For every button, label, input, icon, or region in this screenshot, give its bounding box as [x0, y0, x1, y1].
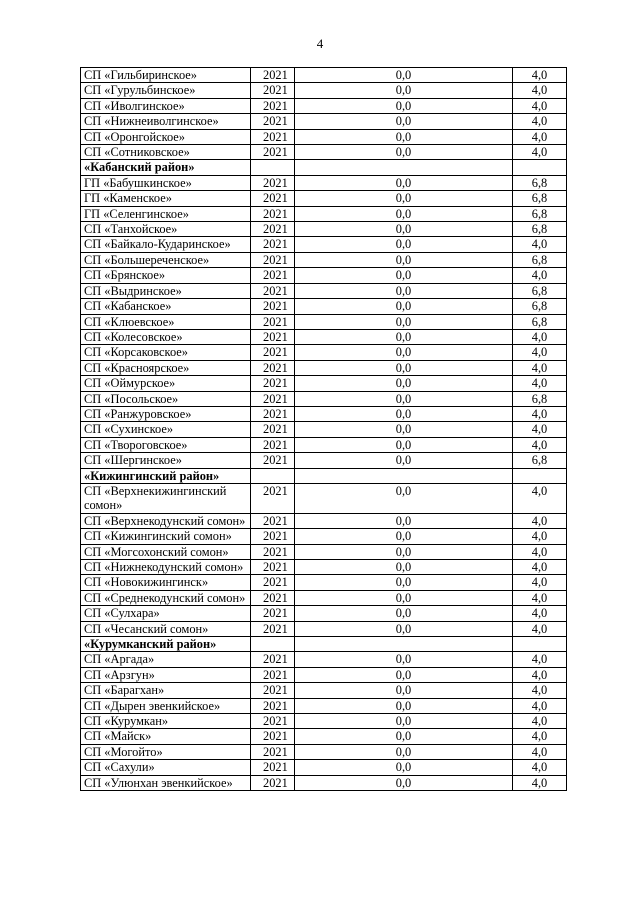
- district-header-row: [81, 637, 567, 652]
- value-1-cell: 0,0: [295, 83, 513, 98]
- value-2-cell: 4,0: [513, 68, 567, 83]
- year-cell: 2021: [251, 98, 295, 113]
- value-1-cell: 0,0: [295, 590, 513, 605]
- settlement-name-cell: ГП «Каменское»: [81, 191, 251, 206]
- value-1-cell: 0,0: [295, 175, 513, 190]
- value-1-cell: 0,0: [295, 606, 513, 621]
- value-2-cell: 6,8: [513, 206, 567, 221]
- value-1-cell: 0,0: [295, 360, 513, 375]
- table-row: [81, 698, 567, 713]
- year-cell: 2021: [251, 145, 295, 160]
- table-row: [81, 667, 567, 682]
- year-cell: 2021: [251, 114, 295, 129]
- value-2-cell: 4,0: [513, 529, 567, 544]
- settlement-name-cell: СП «Танхойское»: [81, 222, 251, 237]
- table-row: [81, 406, 567, 421]
- data-table: [80, 67, 567, 791]
- table-row: [81, 775, 567, 790]
- table-row: [81, 314, 567, 329]
- value-2-cell: 4,0: [513, 237, 567, 252]
- settlement-name-cell: СП «Майск»: [81, 729, 251, 744]
- value-1-cell: 0,0: [295, 114, 513, 129]
- table-row: [81, 345, 567, 360]
- table-row: [81, 483, 567, 513]
- year-cell: 2021: [251, 775, 295, 790]
- value-1-cell: 0,0: [295, 299, 513, 314]
- settlement-name-cell: СП «Курумкан»: [81, 714, 251, 729]
- table-row: [81, 453, 567, 468]
- value-2-cell: 4,0: [513, 775, 567, 790]
- value-2-cell: 4,0: [513, 575, 567, 590]
- value-1-cell: 0,0: [295, 314, 513, 329]
- table-row: [81, 422, 567, 437]
- value-1-cell: 0,0: [295, 529, 513, 544]
- year-cell: 2021: [251, 575, 295, 590]
- settlement-name-cell: СП «Посольское»: [81, 391, 251, 406]
- year-cell: 2021: [251, 529, 295, 544]
- table-row: [81, 560, 567, 575]
- value-2-cell: 4,0: [513, 652, 567, 667]
- settlement-name-cell: СП «Байкало-Кударинское»: [81, 237, 251, 252]
- value-1-cell: 0,0: [295, 744, 513, 759]
- value-1-cell: 0,0: [295, 544, 513, 559]
- settlement-name-cell: СП «Могойто»: [81, 744, 251, 759]
- value-1-cell: 0,0: [295, 683, 513, 698]
- value-1-cell: 0,0: [295, 376, 513, 391]
- settlement-name-cell: СП «Брянское»: [81, 268, 251, 283]
- table-row: [81, 329, 567, 344]
- table-row: [81, 729, 567, 744]
- table-row: [81, 145, 567, 160]
- value-1-cell: 0,0: [295, 575, 513, 590]
- value-1-cell: 0,0: [295, 252, 513, 267]
- year-cell: 2021: [251, 283, 295, 298]
- year-cell: 2021: [251, 621, 295, 636]
- settlement-name-cell: СП «Верхнекижингинский сомон»: [81, 483, 251, 513]
- district-name-cell: «Курумканский район»: [81, 637, 251, 652]
- settlement-name-cell: СП «Красноярское»: [81, 360, 251, 375]
- table-row: [81, 760, 567, 775]
- value-1-cell: 0,0: [295, 437, 513, 452]
- value-2-cell: 6,8: [513, 283, 567, 298]
- table-row: [81, 544, 567, 559]
- table-row: [81, 283, 567, 298]
- year-cell: 2021: [251, 544, 295, 559]
- year-cell: 2021: [251, 376, 295, 391]
- value-2-cell: 4,0: [513, 760, 567, 775]
- value-1-cell: 0,0: [295, 391, 513, 406]
- year-cell: 2021: [251, 714, 295, 729]
- value-2-cell: 6,8: [513, 299, 567, 314]
- table-row: [81, 391, 567, 406]
- settlement-name-cell: СП «Дырен эвенкийское»: [81, 698, 251, 713]
- value-1-cell: 0,0: [295, 206, 513, 221]
- value-2-cell: 4,0: [513, 406, 567, 421]
- year-cell: 2021: [251, 760, 295, 775]
- year-cell: 2021: [251, 652, 295, 667]
- year-cell: 2021: [251, 406, 295, 421]
- value-2-cell: 4,0: [513, 667, 567, 682]
- settlement-name-cell: СП «Сухинское»: [81, 422, 251, 437]
- year-cell: 2021: [251, 345, 295, 360]
- table-row: [81, 652, 567, 667]
- year-cell: 2021: [251, 237, 295, 252]
- value-2-cell: 6,8: [513, 391, 567, 406]
- value-1-cell: 0,0: [295, 129, 513, 144]
- settlement-name-cell: СП «Чесанский сомон»: [81, 621, 251, 636]
- table-row: [81, 744, 567, 759]
- table-row: [81, 621, 567, 636]
- year-cell: [251, 637, 295, 652]
- value-2-cell: 4,0: [513, 422, 567, 437]
- value-2-cell: 4,0: [513, 437, 567, 452]
- table-row: [81, 590, 567, 605]
- value-1-cell: 0,0: [295, 714, 513, 729]
- year-cell: 2021: [251, 299, 295, 314]
- table-row: [81, 360, 567, 375]
- value-1-cell: 0,0: [295, 329, 513, 344]
- year-cell: 2021: [251, 683, 295, 698]
- value-2-cell: [513, 637, 567, 652]
- value-2-cell: 4,0: [513, 129, 567, 144]
- settlement-name-cell: СП «Твороговское»: [81, 437, 251, 452]
- value-1-cell: 0,0: [295, 191, 513, 206]
- value-2-cell: 4,0: [513, 329, 567, 344]
- value-1-cell: 0,0: [295, 621, 513, 636]
- value-1-cell: 0,0: [295, 775, 513, 790]
- settlement-name-cell: СП «Гурульбинское»: [81, 83, 251, 98]
- value-2-cell: 4,0: [513, 98, 567, 113]
- year-cell: 2021: [251, 252, 295, 267]
- value-1-cell: 0,0: [295, 268, 513, 283]
- settlement-name-cell: СП «Клюевское»: [81, 314, 251, 329]
- value-2-cell: 4,0: [513, 606, 567, 621]
- year-cell: 2021: [251, 83, 295, 98]
- settlement-name-cell: СП «Нижнеиволгинское»: [81, 114, 251, 129]
- year-cell: 2021: [251, 391, 295, 406]
- value-2-cell: 4,0: [513, 83, 567, 98]
- value-1-cell: 0,0: [295, 145, 513, 160]
- year-cell: [251, 468, 295, 483]
- year-cell: 2021: [251, 606, 295, 621]
- value-2-cell: 4,0: [513, 114, 567, 129]
- settlement-name-cell: СП «Улюнхан эвенкийское»: [81, 775, 251, 790]
- value-2-cell: 4,0: [513, 698, 567, 713]
- settlement-name-cell: СП «Гильбиринское»: [81, 68, 251, 83]
- table-row: [81, 376, 567, 391]
- value-2-cell: [513, 468, 567, 483]
- value-2-cell: 4,0: [513, 360, 567, 375]
- table-row: [81, 299, 567, 314]
- value-2-cell: 6,8: [513, 314, 567, 329]
- settlement-name-cell: СП «Корсаковское»: [81, 345, 251, 360]
- settlement-name-cell: СП «Ранжуровское»: [81, 406, 251, 421]
- year-cell: 2021: [251, 191, 295, 206]
- year-cell: 2021: [251, 453, 295, 468]
- table-row: [81, 68, 567, 83]
- value-2-cell: 4,0: [513, 268, 567, 283]
- year-cell: 2021: [251, 422, 295, 437]
- year-cell: 2021: [251, 560, 295, 575]
- district-name-cell: «Кабанский район»: [81, 160, 251, 175]
- table-row: [81, 98, 567, 113]
- value-1-cell: [295, 468, 513, 483]
- year-cell: 2021: [251, 360, 295, 375]
- settlement-name-cell: СП «Сахули»: [81, 760, 251, 775]
- settlement-name-cell: СП «Кижингинский сомон»: [81, 529, 251, 544]
- value-2-cell: 4,0: [513, 544, 567, 559]
- year-cell: 2021: [251, 437, 295, 452]
- table-row: [81, 206, 567, 221]
- year-cell: 2021: [251, 329, 295, 344]
- value-2-cell: 6,8: [513, 222, 567, 237]
- settlement-name-cell: СП «Сотниковское»: [81, 145, 251, 160]
- value-2-cell: 6,8: [513, 453, 567, 468]
- value-2-cell: 6,8: [513, 191, 567, 206]
- year-cell: 2021: [251, 483, 295, 513]
- value-1-cell: 0,0: [295, 698, 513, 713]
- table-row: [81, 83, 567, 98]
- settlement-name-cell: СП «Барагхан»: [81, 683, 251, 698]
- settlement-name-cell: СП «Колесовское»: [81, 329, 251, 344]
- value-2-cell: 4,0: [513, 683, 567, 698]
- settlement-name-cell: СП «Верхнекодунский сомон»: [81, 513, 251, 528]
- value-1-cell: 0,0: [295, 406, 513, 421]
- year-cell: 2021: [251, 175, 295, 190]
- year-cell: 2021: [251, 590, 295, 605]
- value-2-cell: 4,0: [513, 729, 567, 744]
- value-2-cell: [513, 160, 567, 175]
- settlement-name-cell: СП «Аргада»: [81, 652, 251, 667]
- year-cell: 2021: [251, 513, 295, 528]
- settlement-name-cell: СП «Могсохонский сомон»: [81, 544, 251, 559]
- value-1-cell: 0,0: [295, 345, 513, 360]
- table-row: [81, 714, 567, 729]
- value-1-cell: 0,0: [295, 422, 513, 437]
- value-2-cell: 4,0: [513, 345, 567, 360]
- settlement-name-cell: СП «Нижнекодунский сомон»: [81, 560, 251, 575]
- value-1-cell: 0,0: [295, 760, 513, 775]
- value-2-cell: 4,0: [513, 714, 567, 729]
- settlement-name-cell: СП «Большереченское»: [81, 252, 251, 267]
- table-row: [81, 683, 567, 698]
- year-cell: 2021: [251, 68, 295, 83]
- settlement-name-cell: СП «Оронгойское»: [81, 129, 251, 144]
- value-2-cell: 4,0: [513, 590, 567, 605]
- settlement-name-cell: СП «Оймурское»: [81, 376, 251, 391]
- value-1-cell: 0,0: [295, 560, 513, 575]
- settlement-name-cell: СП «Среднекодунский сомон»: [81, 590, 251, 605]
- settlement-name-cell: СП «Арзгун»: [81, 667, 251, 682]
- table-row: [81, 252, 567, 267]
- settlement-name-cell: СП «Сулхара»: [81, 606, 251, 621]
- year-cell: 2021: [251, 314, 295, 329]
- year-cell: 2021: [251, 698, 295, 713]
- settlement-name-cell: ГП «Бабушкинское»: [81, 175, 251, 190]
- value-1-cell: 0,0: [295, 652, 513, 667]
- year-cell: 2021: [251, 744, 295, 759]
- year-cell: 2021: [251, 729, 295, 744]
- value-1-cell: 0,0: [295, 729, 513, 744]
- value-2-cell: 4,0: [513, 560, 567, 575]
- value-2-cell: 6,8: [513, 252, 567, 267]
- district-header-row: [81, 160, 567, 175]
- value-2-cell: 6,8: [513, 175, 567, 190]
- table-row: [81, 129, 567, 144]
- table-row: [81, 575, 567, 590]
- settlement-name-cell: ГП «Селенгинское»: [81, 206, 251, 221]
- year-cell: 2021: [251, 222, 295, 237]
- year-cell: 2021: [251, 667, 295, 682]
- value-2-cell: 4,0: [513, 376, 567, 391]
- settlement-name-cell: СП «Кабанское»: [81, 299, 251, 314]
- table-row: [81, 191, 567, 206]
- value-1-cell: 0,0: [295, 68, 513, 83]
- value-1-cell: 0,0: [295, 483, 513, 513]
- table-row: [81, 529, 567, 544]
- table-row: [81, 606, 567, 621]
- district-header-row: [81, 468, 567, 483]
- value-1-cell: [295, 160, 513, 175]
- year-cell: 2021: [251, 129, 295, 144]
- year-cell: 2021: [251, 206, 295, 221]
- table-row: [81, 268, 567, 283]
- table-row: [81, 237, 567, 252]
- value-1-cell: [295, 637, 513, 652]
- value-1-cell: 0,0: [295, 513, 513, 528]
- value-1-cell: 0,0: [295, 283, 513, 298]
- year-cell: [251, 160, 295, 175]
- table-row: [81, 114, 567, 129]
- value-1-cell: 0,0: [295, 98, 513, 113]
- value-2-cell: 4,0: [513, 145, 567, 160]
- value-2-cell: 4,0: [513, 513, 567, 528]
- table-row: [81, 222, 567, 237]
- table-row: [81, 437, 567, 452]
- settlement-name-cell: СП «Новокижингинск»: [81, 575, 251, 590]
- value-1-cell: 0,0: [295, 453, 513, 468]
- table-body: [81, 68, 567, 791]
- settlement-name-cell: СП «Шергинское»: [81, 453, 251, 468]
- table-row: [81, 513, 567, 528]
- value-1-cell: 0,0: [295, 237, 513, 252]
- table-row: [81, 175, 567, 190]
- district-name-cell: «Кижингинский район»: [81, 468, 251, 483]
- year-cell: 2021: [251, 268, 295, 283]
- page-number: 4: [316, 36, 324, 51]
- value-1-cell: 0,0: [295, 667, 513, 682]
- value-2-cell: 4,0: [513, 483, 567, 513]
- value-1-cell: 0,0: [295, 222, 513, 237]
- value-2-cell: 4,0: [513, 621, 567, 636]
- value-2-cell: 4,0: [513, 744, 567, 759]
- settlement-name-cell: СП «Выдринское»: [81, 283, 251, 298]
- settlement-name-cell: СП «Иволгинское»: [81, 98, 251, 113]
